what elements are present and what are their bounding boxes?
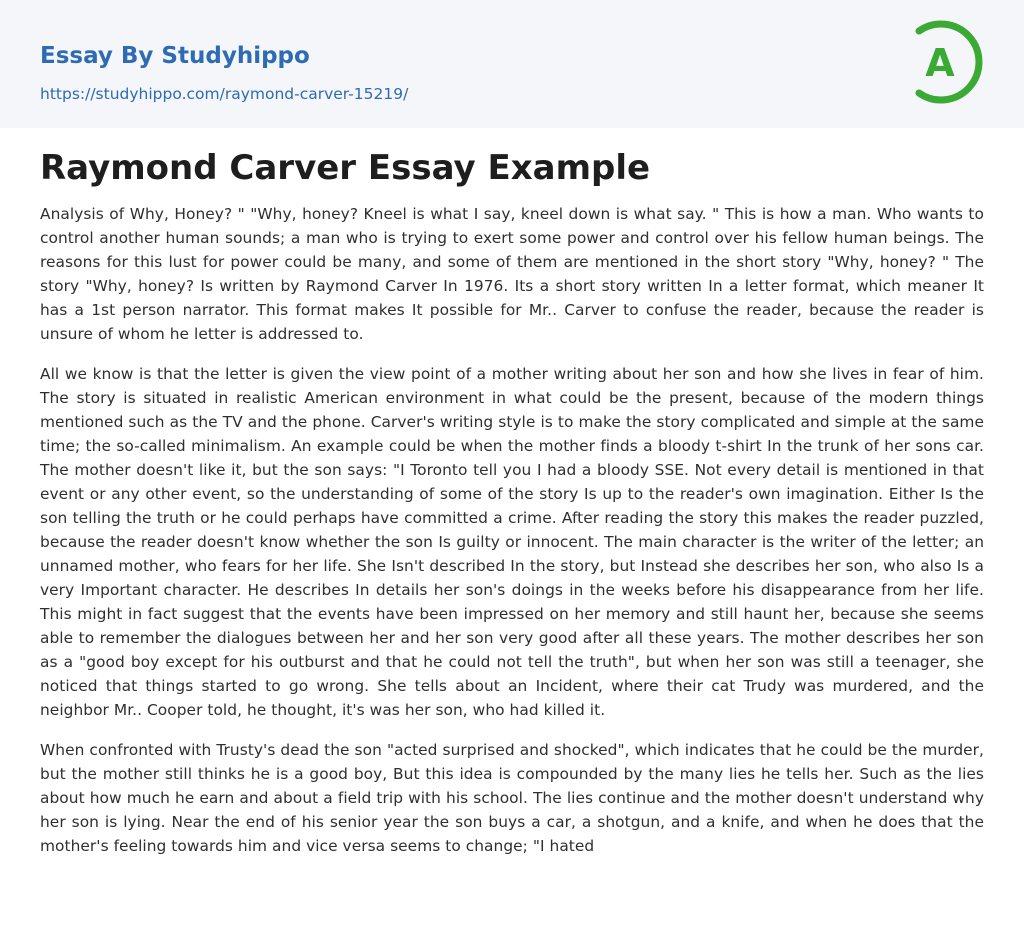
essay-paragraph-1: Analysis of Why, Honey? " "Why, honey? Kneel is what I say, kneel down is what say. " This is how a man. Who wants to control another human sounds; a man who is trying to exert some power and control over his fellow human beings. The reasons for this lust for power could be many, and some of them are mentioned in the short story "Why, honey? " The story "Why, honey? Is written by Raymond Carver In 1976. Its a short story written In a letter format, which meaner It has a 1st person narrator. This format makes It possible for Mr.. Carver to confuse the reader, because the reader is unsure of whom he letter is addressed to. [40,205,984,343]
essay-paragraph-3: When confronted with Trusty's dead the son "acted surprised and shocked", which indicates that he could be the murder, but the mother still thinks he is a good boy, But this idea is compounded by the many lies he tells her. Such as the lies about how much he earn and about a field trip with his school. The lies continue and the mother doesn't understand why her son is lying. Near the end of his senior year the son buys a car, a shotgun, and a knife, and when he does that the mother's feeling towards him and vice versa seems to change; "I hated [40,741,984,855]
logo-letter: A [925,41,955,85]
brand-title[interactable]: Essay By Studyhippo [40,43,310,69]
studyhippo-logo-icon[interactable] [912,19,986,105]
article [0,128,1024,858]
source-url-link[interactable]: https://studyhippo.com/raymond-carver-15219/ [40,85,409,103]
page-title: Raymond Carver Essay Example [40,148,651,188]
essay-paragraph-2: All we know is that the letter is given the view point of a mother writing about her son and how she lives in fear of him. The story is situated in realistic American environment in what could be the present, because of the modern things mentioned such as the TV and the phone. Carver's writing style is to make the story complicated and simple at the same time; the so-called minimalism. An example could be when the mother finds a bloody t-shirt In the trunk of her sons car. The mother doesn't like it, but the son says: "I Toronto tell you I had a bloody SSE. Not every detail is mentioned in that event or any other event, so the understanding of some of the story Is up to the reader's own imagination. Either Is the son telling the truth or he could perhaps have committed a crime. After reading the story this makes the reader puzzled, because the reader doesn't know whether the son Is guilty or innocent. The main character is the writer of the letter; an unnamed mother, who fears for her life. She Isn't described In the story, but Instead she describes her son, who also Is a very Important character. He describes In details her son's doings in the weeks before his disappearance from her life. This might in fact suggest that the events have been impressed on her memory and still haunt her, because she seems able to remember the dialogues between her and her son very good after all these years. The mother describes her son as a "good boy except for his outburst and that he could not tell the truth", but when her son was still a teenager, she noticed that things started to go wrong. She tells about an Incident, where their cat Trudy was murdered, and the neighbor Mr.. Cooper told, he thought, it's was her son, who had killed it. [40,365,984,719]
site-header [0,0,1024,128]
